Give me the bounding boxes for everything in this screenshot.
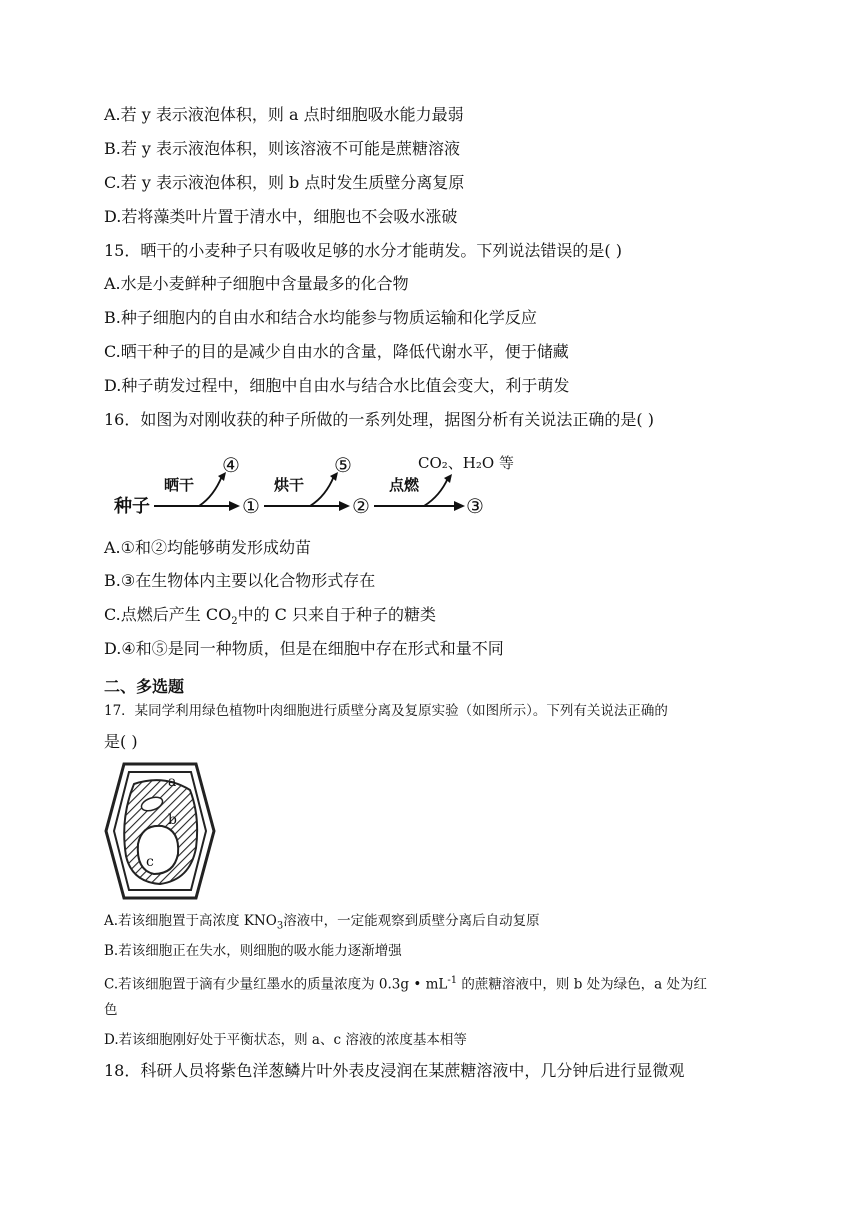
q17-option-c bbox=[104, 971, 707, 995]
q16-stem: 16．如图为对刚收获的种子所做的一系列处理，据图分析有关说法正确的是( ) bbox=[104, 410, 654, 429]
q15-option-c: C.晒干种子的目的是减少自由水的含量，降低代谢水平，便于储藏 bbox=[104, 342, 569, 361]
q17-option-c-sup: -1 bbox=[447, 975, 458, 986]
section-multi-choice-heading: 二、多选题 bbox=[104, 677, 185, 696]
q14-option-b: B.若 y 表示液泡体积，则该溶液不可能是蔗糖溶液 bbox=[104, 139, 461, 158]
q16-option-a: A.①和②均能够萌发形成幼苗 bbox=[104, 538, 311, 557]
q14-option-d: D.若将藻类叶片置于清水中，细胞也不会吸水涨破 bbox=[104, 207, 458, 226]
q16-option-b: B.③在生物体内主要以化合物形式存在 bbox=[104, 571, 376, 590]
diagram-branch-head-3 bbox=[444, 474, 452, 483]
diagram-branch-2 bbox=[310, 476, 334, 506]
q17-option-a-pre: A.若该细胞置于高浓度 KNO bbox=[104, 913, 277, 929]
q15-option-a: A.水是小麦鲜种子细胞中含量最多的化合物 bbox=[104, 274, 409, 293]
q17-option-c-post: 的蔗糖溶液中，则 b 处为绿色，a 处为红 bbox=[457, 976, 707, 993]
q16-option-c-pre: C.点燃后产生 CO bbox=[104, 605, 232, 624]
q16-option-c-sub: 2 bbox=[231, 616, 238, 628]
diagram-step-burn: 点燃 bbox=[389, 476, 420, 494]
diagram-out-4: ④ bbox=[222, 453, 240, 477]
diagram-arrowhead-3 bbox=[454, 501, 465, 511]
diagram-seed-label: 种子 bbox=[114, 496, 150, 517]
seed-treatment-diagram bbox=[104, 446, 524, 526]
q17-option-c-pre: C.若该细胞置于滴有少量红墨水的质量浓度为 0.3g • mL bbox=[104, 976, 448, 993]
q17-option-d: D.若该细胞刚好处于平衡状态，则 a、c 溶液的浓度基本相等 bbox=[104, 1032, 467, 1048]
q16-option-d: D.④和⑤是同一种物质，但是在细胞中存在形式和量不同 bbox=[104, 639, 504, 658]
q17-stem-line2: 是( ) bbox=[104, 732, 138, 751]
label-a: a bbox=[168, 774, 177, 790]
label-b: b bbox=[168, 812, 177, 828]
q17-option-b: B.若该细胞正在失水，则细胞的吸水能力逐渐增强 bbox=[104, 943, 402, 959]
diagram-arrowhead-2 bbox=[339, 501, 350, 511]
diagram-node-2: ② bbox=[352, 494, 370, 518]
diagram-out-co2: CO₂、H₂O 等 bbox=[418, 454, 514, 472]
q15-option-d: D.种子萌发过程中，细胞中自由水与结合水比值会变大，利于萌发 bbox=[104, 376, 570, 395]
q14-option-a: A.若 y 表示液泡体积，则 a 点时细胞吸水能力最弱 bbox=[104, 105, 464, 124]
q17-option-a-sub: 3 bbox=[276, 920, 284, 932]
diagram-branch-1 bbox=[199, 476, 222, 506]
q14-option-c: C.若 y 表示液泡体积，则 b 点时发生质壁分离复原 bbox=[104, 173, 465, 192]
q15-stem: 15．晒干的小麦种子只有吸收足够的水分才能萌发。下列说法错误的是( ) bbox=[104, 241, 622, 260]
q18-stem: 18．科研人员将紫色洋葱鳞片叶外表皮浸润在某蔗糖溶液中，几分钟后进行显微观 bbox=[104, 1061, 685, 1080]
diagram-branch-3 bbox=[424, 478, 448, 506]
q17-option-a bbox=[104, 911, 540, 937]
q17-stem-line1: 17．某同学利用绿色植物叶肉细胞进行质壁分离及复原实验（如图所示）。下列有关说法正确的 bbox=[104, 703, 668, 719]
diagram-step-dry: 晒干 bbox=[164, 476, 195, 494]
diagram-step-bake: 烘干 bbox=[274, 476, 305, 494]
diagram-arrowhead-1 bbox=[229, 501, 240, 511]
q17-option-c-line2: 色 bbox=[104, 1002, 118, 1018]
q16-option-c bbox=[104, 604, 436, 633]
label-c: c bbox=[146, 854, 154, 870]
q16-option-c-post: 中的 C 只来自于种子的糖类 bbox=[237, 605, 437, 624]
q15-option-b: B.种子细胞内的自由水和结合水均能参与物质运输和化学反应 bbox=[104, 308, 537, 327]
diagram-node-3: ③ bbox=[466, 494, 484, 518]
vacuole-c bbox=[138, 826, 178, 874]
diagram-node-1: ① bbox=[242, 494, 260, 518]
plasmolysis-cell-diagram bbox=[104, 760, 216, 902]
q17-option-a-post: 溶液中，一定能观察到质壁分离后自动复原 bbox=[283, 913, 540, 929]
diagram-out-5: ⑤ bbox=[334, 453, 352, 477]
